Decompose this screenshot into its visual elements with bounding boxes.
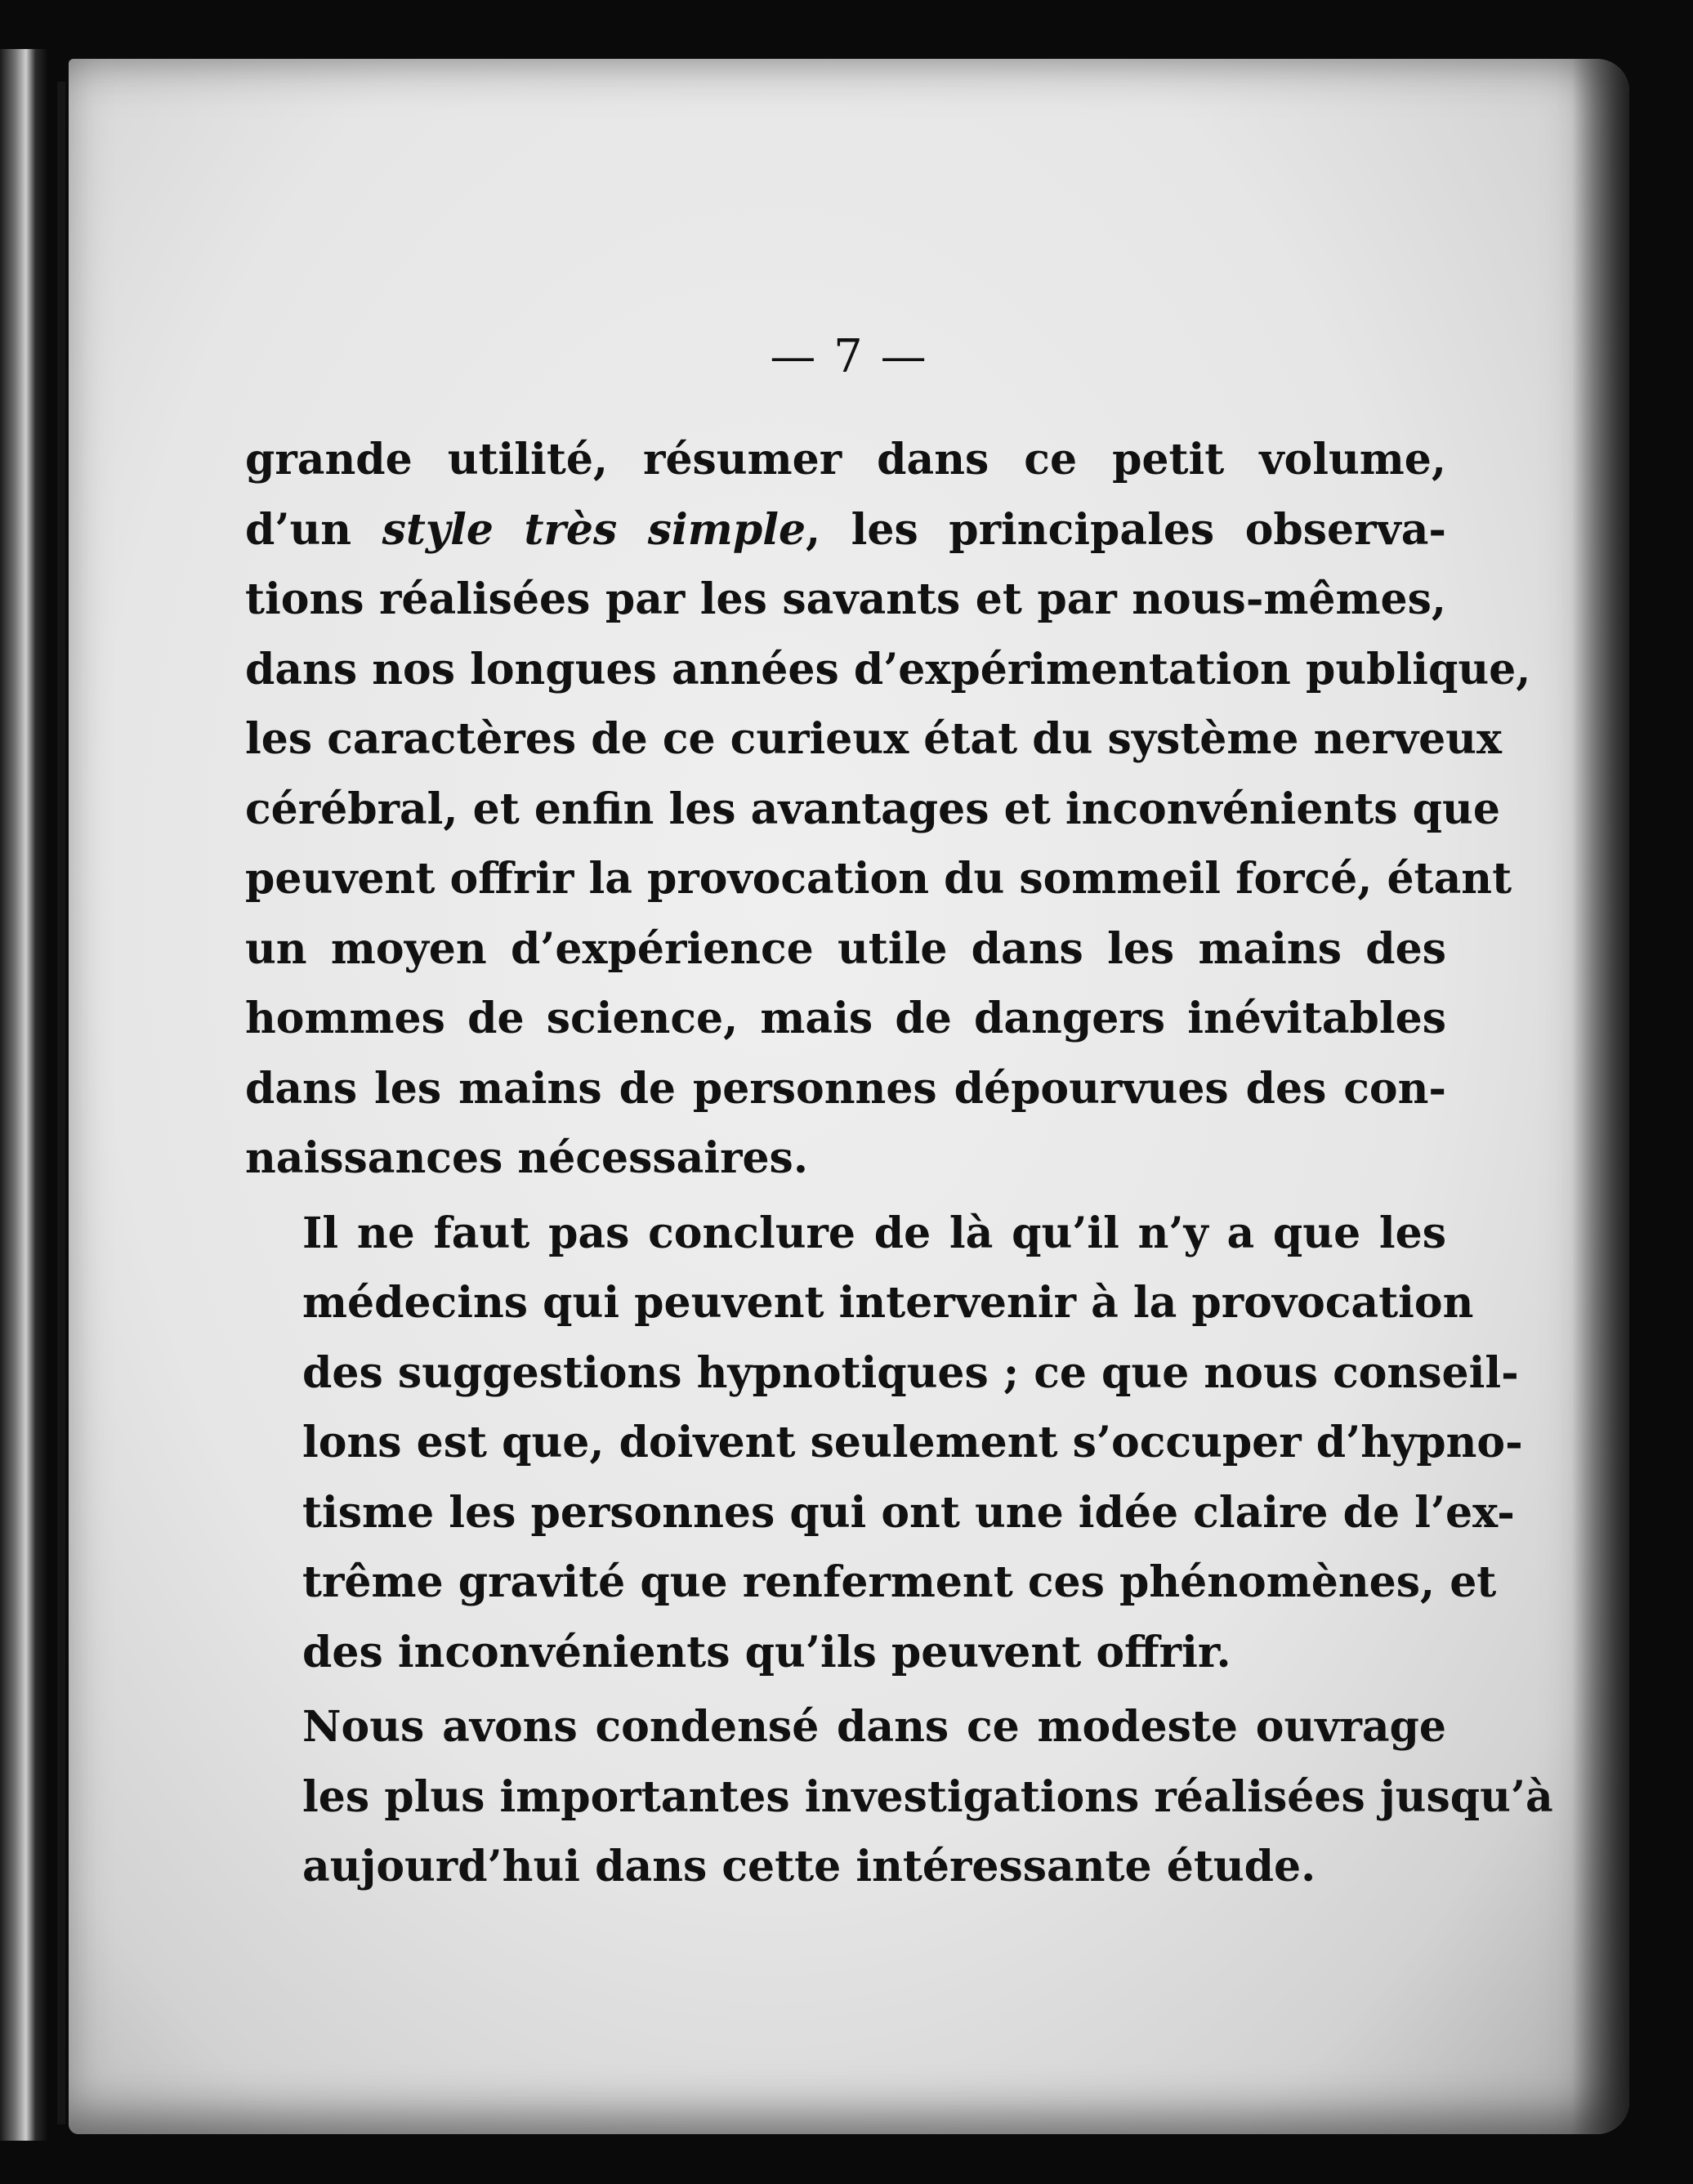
paragraph-1 [245, 425, 1531, 1194]
facing-page-edge [0, 49, 47, 2141]
text-line: des inconvénients qu’ils peuvent offrir. [302, 1627, 1231, 1677]
italic-phrase: style très simple [382, 504, 806, 555]
text-line: médecins qui peuvent intervenir à la provocation [302, 1278, 1474, 1328]
text-line: grande utilité, résumer dans ce petit volume, [245, 435, 1446, 485]
text-line: les caractères de ce curieux état du système nerveux [245, 714, 1502, 764]
text-line: naissances nécessaires. [245, 1133, 808, 1183]
page-number: — 7 — [770, 330, 928, 383]
text-line: trême gravité que renferment ces phénomènes, et [302, 1557, 1497, 1607]
text-line: tisme les personnes qui ont une idée claire de l’ex- [302, 1487, 1515, 1538]
text-line: un moyen d’expérience utile dans les mains des [245, 923, 1446, 974]
paragraph-3 [245, 1692, 1553, 1902]
text-line: cérébral, et enfin les avantages et inconvénients que [245, 784, 1500, 834]
text-line: Nous avons condensé dans ce modeste ouvrage [302, 1702, 1446, 1752]
book-page [69, 59, 1629, 2134]
text-line: dans les mains de personnes dépourvues des con- [245, 1063, 1446, 1114]
text-line: lons est que, doivent seulement s’occuper d’hypno- [302, 1418, 1523, 1467]
body-text [245, 425, 1553, 1902]
paragraph-2 [245, 1199, 1523, 1688]
text-line: dans nos longues années d’expérimentation publique, [245, 644, 1531, 695]
text-line: Il ne faut pas conclure de là qu’il n’y a que les [302, 1208, 1446, 1258]
text-line: tions réalisées par les savants et par nous-mêmes, [245, 574, 1446, 624]
text-line: hommes de science, mais de dangers inévitables [245, 994, 1446, 1043]
binding-shadow [57, 82, 65, 2124]
text-line: peuvent offrir la provocation du sommeil forcé, étant [245, 854, 1512, 904]
text-line: les plus importantes investigations réalisées jusqu’à [302, 1771, 1553, 1822]
text-line-with-italic: d’un style très simple, les principales observa- [245, 504, 1447, 555]
text-line: des suggestions hypnotiques ; ce que nous conseil- [302, 1347, 1519, 1398]
text-line: aujourd’hui dans cette intéressante étude. [302, 1842, 1316, 1891]
